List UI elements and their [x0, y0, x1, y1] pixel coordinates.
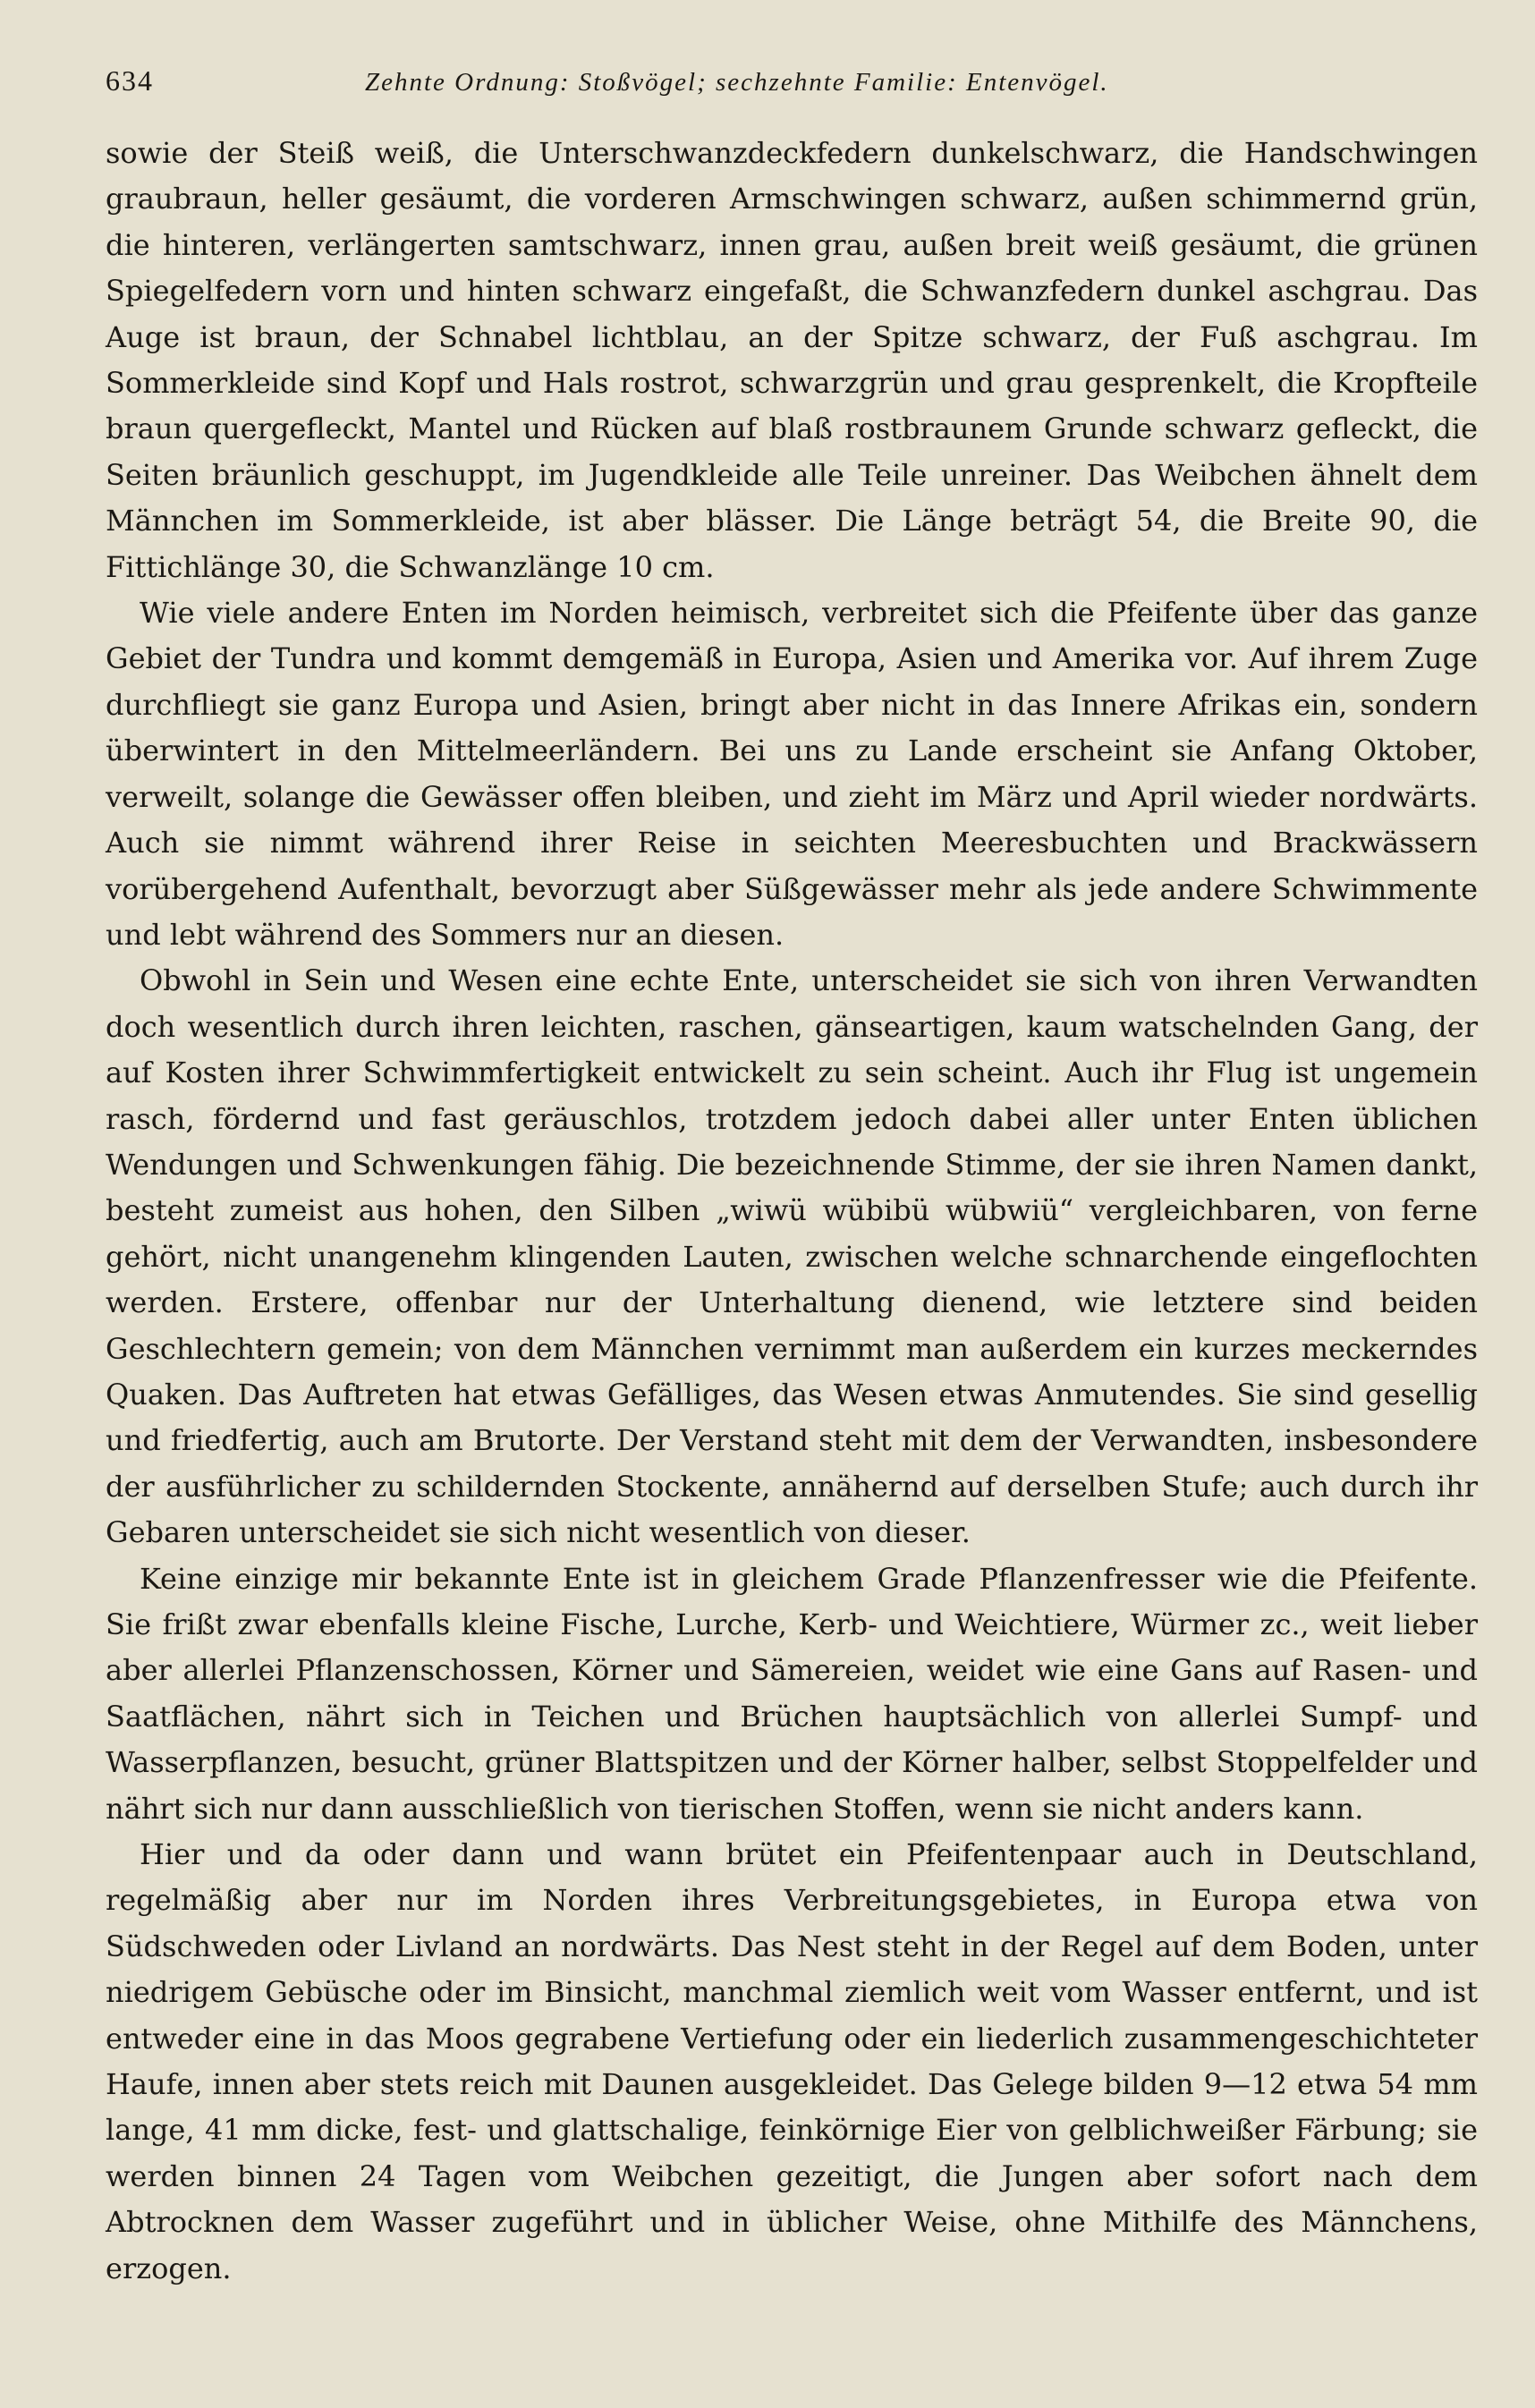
paragraph-2: Wie viele andere Enten im Norden heimisch, verbreitet sich die Pfeifente über das ganze Gebiet der Tundra und kommt demgemäß in Europa, Asien und Amerika vor. Auf ihrem Zuge durchfliegt sie ganz Europa und Asien, bringt aber nicht in das Innere Afrikas ein, sondern überwintert in den Mittelmeerländern. Bei uns zu Lande erscheint sie Anfang Oktober, verweilt, solange die Gewässer offen bleiben, und zieht im März und April wieder nordwärts. Auch sie nimmt während ihrer Reise in seichten Meeresbuchten und Brackwässern vorübergehend Aufenthalt, bevorzugt aber Süßgewässer mehr als jede andere Schwimmente und lebt während des Sommers nur an diesen. — [106, 596, 1478, 952]
body-text — [106, 131, 1478, 2292]
page-number: 634 — [106, 64, 154, 97]
paragraph-5: Hier und da oder dann und wann brütet ein Pfeifentenpaar auch in Deutschland, regelmäßig aber nur im Norden ihres Verbreitungsgebietes, in Europa etwa von Südschweden oder Livland an nordwärts. Das Nest steht in der Regel auf dem Boden, unter niedrigem Gebüsche oder im Binsicht, manchmal ziemlich weit vom Wasser entfernt, und ist entweder eine in das Moos gegrabene Vertiefung oder ein liederlich zusammengeschichteter Haufe, innen aber stets reich mit Daunen ausgekleidet. Das Gelege bilden 9—12 etwa 54 mm lange, 41 mm dicke, fest- und glattschalige, feinkörnige Eier von gelblichweißer Färbung; sie werden binnen 24 Tagen vom Weibchen gezeitigt, die Jungen aber sofort nach dem Abtrocknen dem Wasser zugeführt und in üblicher Weise, ohne Mithilfe des Männchens, erzogen. — [106, 1837, 1478, 2285]
paragraph-1: sowie der Steiß weiß, die Unterschwanzdeckfedern dunkelschwarz, die Handschwingen graubraun, heller gesäumt, die vorderen Armschwingen schwarz, außen schimmernd grün, die hinteren, verlängerten samtschwarz, innen grau, außen breit weiß gesäumt, die grünen Spiegelfedern vorn und hinten schwarz eingefaßt, die Schwanzfedern dunkel aschgrau. Das Auge ist braun, der Schnabel lichtblau, an der Spitze schwarz, der Fuß aschgrau. Im Sommerkleide sind Kopf und Hals rostrot, schwarzgrün und grau gesprenkelt, die Kropfteile braun quergefleckt, Mantel und Rücken auf blaß rostbraunem Grunde schwarz gefleckt, die Seiten bräunlich geschuppt, im Jugendkleide alle Teile unreiner. Das Weibchen ähnelt dem Männchen im Sommerkleide, ist aber blässer. Die Länge beträgt 54, die Breite 90, die Fittichlänge 30, die Schwanzlänge 10 cm. — [106, 136, 1478, 584]
page-header — [106, 64, 1478, 127]
paragraph-4: Keine einzige mir bekannte Ente ist in gleichem Grade Pflanzenfresser wie die Pfeifente. Sie frißt zwar ebenfalls kleine Fische, Lurche, Kerb- und Weichtiere, Würmer zc., weit lieber aber allerlei Pflanzenschossen, Körner und Sämereien, weidet wie eine Gans auf Rasen- und Saatflächen, nährt sich in Teichen und Brüchen hauptsächlich von allerlei Sumpf- und Wasserpflanzen, besucht, grüner Blattspitzen und der Körner halber, selbst Stoppelfelder und nährt sich nur dann ausschließlich von tierischen Stoffen, wenn sie nicht anders kann. — [106, 1561, 1478, 1826]
running-head: Zehnte Ordnung: Stoßvögel; sechzehnte Familie: Entenvögel. — [365, 68, 1109, 97]
paragraph-3: Obwohl in Sein und Wesen eine echte Ente, unterscheidet sie sich von ihren Verwandten doch wesentlich durch ihren leichten, raschen, gänseartigen, kaum watschelnden Gang, der auf Kosten ihrer Schwimmfertigkeit entwickelt zu sein scheint. Auch ihr Flug ist ungemein rasch, fördernd und fast geräuschlos, trotzdem jedoch dabei aller unter Enten üblichen Wendungen und Schwenkungen fähig. Die bezeichnende Stimme, der sie ihren Namen dankt, besteht zumeist aus hohen, den Silben „wiwü wübibü wübwiü“ vergleichbaren, von ferne gehört, nicht unangenehm klingenden Lauten, zwischen welche schnarchende eingeflochten werden. Erstere, offenbar nur der Unterhaltung dienend, wie letztere sind beiden Geschlechtern gemein; von dem Männchen vernimmt man außerdem ein kurzes meckerndes Quaken. Das Auftreten hat etwas Gefälliges, das Wesen etwas Anmutendes. Sie sind gesellig und friedfertig, auch am Brutorte. Der Verstand steht mit dem der Verwandten, insbesondere der ausführlicher zu schildernden Stockente, annähernd auf derselben Stufe; auch durch ihr Gebaren unterscheidet sie sich nicht wesentlich von dieser. — [106, 963, 1478, 1550]
